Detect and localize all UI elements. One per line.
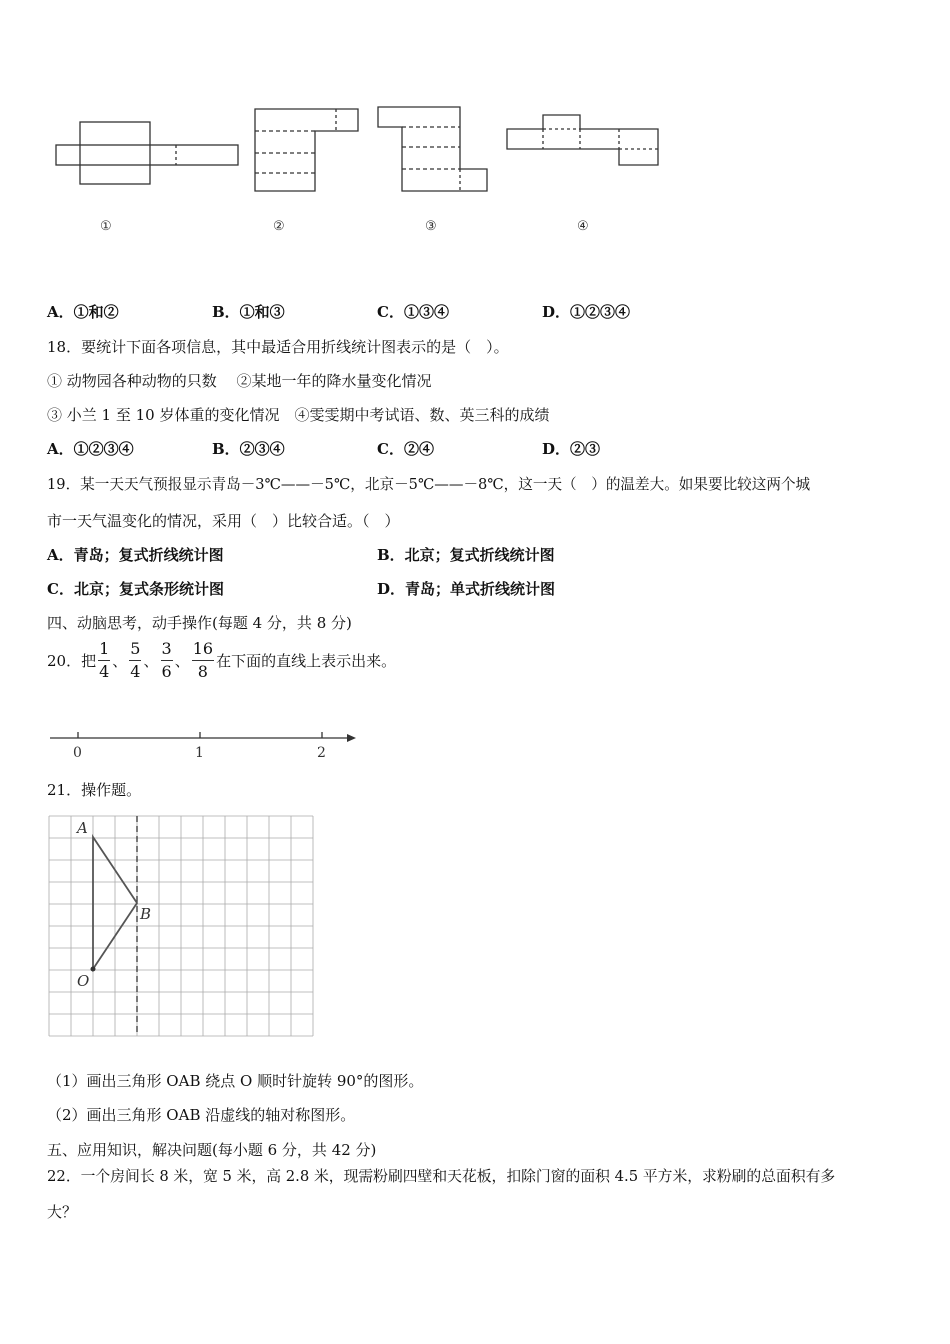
fraction-3-6: $\frac{3}{6}$ bbox=[161, 638, 172, 681]
q20-sep: 、 bbox=[143, 651, 159, 670]
q22-line-2: 大？ bbox=[47, 1203, 78, 1221]
q20-stem bbox=[47, 636, 396, 684]
q17-option-c[interactable]: C．①③④ bbox=[377, 303, 449, 321]
q19-option-b[interactable]: B．北京；复式折线统计图 bbox=[377, 546, 555, 564]
label-o: O bbox=[77, 972, 90, 990]
net-1 bbox=[56, 122, 238, 184]
q21-sub-2: （2）画出三角形 OAB 沿虚线的轴对称图形。 bbox=[47, 1106, 356, 1124]
q21-sub-1: （1）画出三角形 OAB 绕点 O 顺时针旋转 90°的图形。 bbox=[47, 1072, 424, 1090]
q18-stem: 18．要统计下面各项信息，其中最适合用折线统计图表示的是（ ）。 bbox=[47, 338, 509, 356]
net-3 bbox=[378, 107, 487, 191]
tick-label-0: 0 bbox=[73, 745, 82, 761]
number-line bbox=[45, 725, 365, 765]
q19-stem-2: 市一天气温变化的情况，采用（ ）比较合适。（ ） bbox=[47, 512, 400, 530]
net-label-2: ② bbox=[273, 219, 285, 234]
q20-prefix: 20．把 bbox=[47, 651, 97, 670]
net-label-1: ① bbox=[100, 219, 112, 234]
q22-line-1: 22．一个房间长 8 米，宽 5 米，高 2.8 米，现需粉刷四壁和天花板，扣除门窗的面积 4.5 平方米，求粉刷的总面积有多 bbox=[47, 1168, 836, 1185]
fraction-16-8: $\frac{16}{8}$ bbox=[192, 638, 214, 681]
q17-option-b[interactable]: B．①和③ bbox=[212, 303, 285, 321]
section-4-heading: 四、动脑思考，动手操作(每题 4 分，共 8 分) bbox=[47, 614, 352, 632]
q20-sep: 、 bbox=[112, 651, 128, 670]
net-4 bbox=[507, 115, 658, 165]
q17-option-a[interactable]: A．①和② bbox=[47, 303, 119, 321]
fraction-5-4: $\frac{5}{4}$ bbox=[130, 638, 141, 681]
q17-option-d[interactable]: D．①②③④ bbox=[542, 303, 631, 321]
q19-stem-1: 19．某一天天气预报显示青岛－3℃——－5℃，北京－5℃——－8℃，这一天（ ）的温差大。如果要比较这两个城 bbox=[47, 476, 811, 493]
q20-sep: 、 bbox=[174, 651, 190, 670]
q18-line-1: ① 动物园各种动物的只数 ②某地一年的降水量变化情况 bbox=[47, 372, 432, 390]
q19-option-c[interactable]: C．北京；复式条形统计图 bbox=[47, 580, 224, 598]
point-o bbox=[91, 967, 96, 972]
fraction-1-4: $\frac{1}{4}$ bbox=[99, 638, 110, 681]
q19-option-a[interactable]: A．青岛；复式折线统计图 bbox=[47, 546, 224, 564]
section-5-heading: 五、应用知识，解决问题(每小题 6 分，共 42 分) bbox=[47, 1141, 377, 1159]
q18-option-d[interactable]: D．②③ bbox=[542, 440, 601, 458]
q21-stem: 21．操作题。 bbox=[47, 781, 142, 799]
net-label-3: ③ bbox=[425, 219, 437, 234]
q20-suffix: 在下面的直线上表示出来。 bbox=[216, 651, 397, 670]
q18-option-c[interactable]: C．②④ bbox=[377, 440, 434, 458]
q18-line-2: ③ 小兰 1 至 10 岁体重的变化情况 ④雯雯期中考试语、数、英三科的成绩 bbox=[47, 406, 550, 424]
label-a: A bbox=[77, 819, 88, 837]
q19-option-d[interactable]: D．青岛；单式折线统计图 bbox=[377, 580, 556, 598]
tick-label-1: 1 bbox=[195, 745, 204, 761]
net-2 bbox=[255, 109, 358, 191]
label-b: B bbox=[140, 905, 152, 923]
net-label-4: ④ bbox=[577, 219, 589, 234]
grid-figure bbox=[46, 814, 320, 1040]
tick-label-2: 2 bbox=[317, 745, 326, 761]
q18-option-b[interactable]: B．②③④ bbox=[212, 440, 285, 458]
q18-option-a[interactable]: A．①②③④ bbox=[47, 440, 134, 458]
cube-nets-figure bbox=[40, 95, 670, 245]
